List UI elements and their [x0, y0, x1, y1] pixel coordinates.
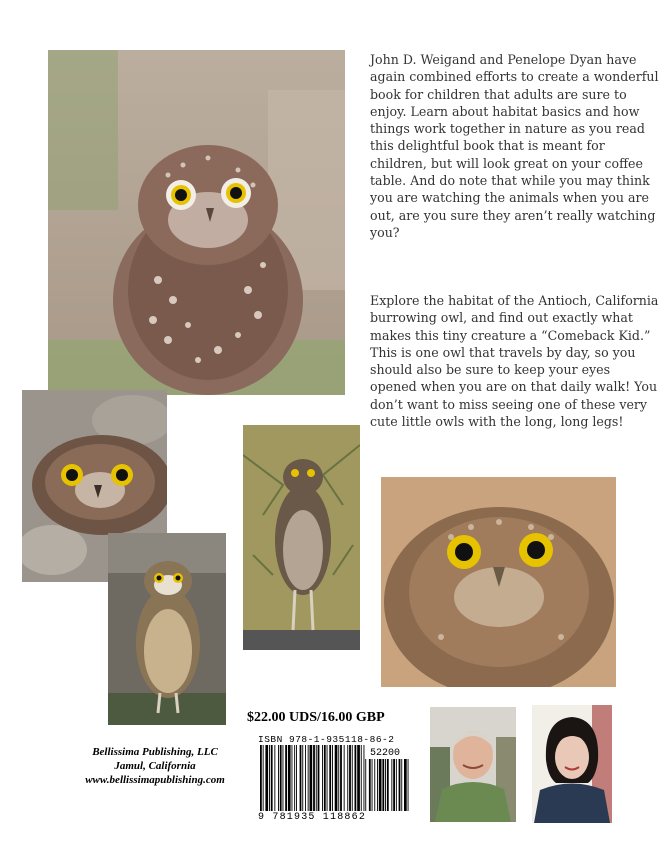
barcode-bar: [288, 745, 291, 811]
author-photo-man: [430, 707, 516, 822]
barcode-bar: [271, 745, 273, 811]
barcode-bar: [283, 745, 284, 811]
price: $22.00 UDS/16.00 GBP: [247, 710, 385, 725]
barcode-bar: [344, 745, 345, 811]
barcode-bar: [302, 745, 303, 811]
barcode-bar: [379, 759, 382, 811]
barcode-bar: [355, 745, 357, 811]
barcode-bar: [364, 745, 365, 811]
barcode-bar: [401, 759, 402, 811]
barcode-bar: [329, 745, 331, 811]
barcode-bar: [369, 759, 371, 811]
barcode-bar: [352, 745, 353, 811]
barcode-bar: [274, 745, 275, 811]
author-photo-woman: [532, 705, 612, 823]
barcode-bar: [300, 745, 302, 811]
barcode-bar: [265, 745, 268, 811]
barcode-bar: [332, 745, 333, 811]
barcode-bar: [365, 759, 366, 811]
barcode-bar: [327, 745, 328, 811]
publisher-block: [60, 745, 250, 787]
barcode-bar: [357, 745, 360, 811]
barcode-bar: [361, 745, 362, 811]
barcode-bar: [385, 759, 386, 811]
owl-photo-large: [48, 50, 345, 395]
isbn-label: ISBN 978-1-935118-86-2: [258, 734, 395, 745]
barcode-bar: [308, 745, 309, 811]
barcode-bar: [269, 745, 270, 811]
barcode-bar: [374, 759, 375, 811]
barcode-bar: [335, 745, 338, 811]
barcode-bar: [396, 759, 397, 811]
blurb-paragraph-2: Explore the habitat of the Antioch, California burrowing owl, and find out exactly what makes this tiny creature a “Comeback Kid.” This is one owl that travels by day, so you should also be sure to keep your eyes opened when you are on that daily walk! You don’t want to miss seeing one of these very cute little owls with the long, long legs!: [370, 293, 659, 430]
barcode-bar: [399, 759, 401, 811]
barcode-bar: [318, 745, 320, 811]
isbn-price-code: 52200: [370, 748, 401, 759]
barcode-bar: [292, 745, 293, 811]
publisher-location: Jamul, California: [114, 760, 196, 772]
barcode-bar: [310, 745, 313, 811]
barcode-bar: [404, 759, 407, 811]
publisher-website: www.bellissimapublishing.com: [85, 774, 225, 786]
barcode-bar: [349, 745, 351, 811]
isbn-barcode: [258, 745, 410, 811]
blurb-paragraph-1: John D. Weigand and Penelope Dyan have again combined efforts to create a wonderful book for children that adults are sure to enjoy. Learn about habitat basics and how things work together in nature as you read this delightful book that is meant for children, but will look great on your coffee table. And do note that while you may think you are watching the animals when you are out, are you sure they aren’t really watching you?: [370, 52, 659, 240]
barcode-bar: [377, 759, 378, 811]
barcode-bar: [391, 759, 392, 811]
owl-photo-standing-center: [243, 425, 360, 650]
barcode-bar: [408, 759, 409, 811]
publisher-name: Bellissima Publishing, LLC: [92, 746, 218, 758]
owl-photo-closeup-right: [381, 477, 616, 687]
barcode-bar: [387, 759, 389, 811]
barcode-bar: [340, 745, 342, 811]
barcode-bar: [296, 745, 297, 811]
barcode-bar: [280, 745, 282, 811]
barcode-bar: [316, 745, 317, 811]
barcode-bar: [313, 745, 315, 811]
barcode-bar: [263, 745, 264, 811]
barcode-number: 9 781935 118862: [258, 812, 367, 823]
barcode-bar: [372, 759, 373, 811]
barcode-bar: [347, 745, 348, 811]
barcode-bar: [305, 745, 306, 811]
barcode-bar: [278, 745, 279, 811]
barcode-bar: [322, 745, 323, 811]
barcode-bar: [382, 759, 384, 811]
barcode-bar: [285, 745, 287, 811]
barcode-bar: [260, 745, 262, 811]
barcode-bar: [294, 745, 295, 811]
barcode-bar: [338, 745, 339, 811]
barcode-bar: [324, 745, 326, 811]
barcode-bar: [393, 759, 395, 811]
owl-photo-standing-left: [108, 533, 226, 725]
